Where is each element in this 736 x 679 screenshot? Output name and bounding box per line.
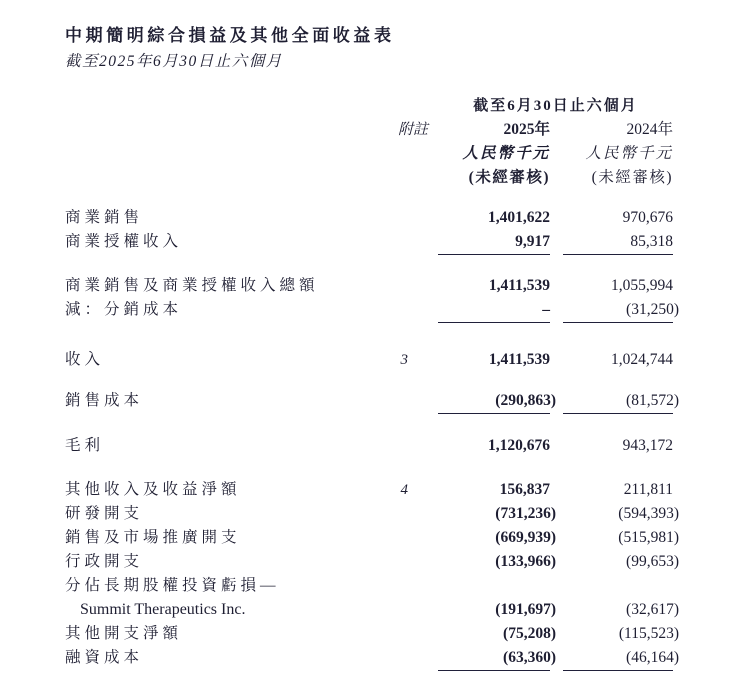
- header-row-currency: [65, 142, 673, 166]
- page-subtitle: 截至2025年6月30日止六個月: [65, 53, 283, 70]
- table-row-other-income-gains: [65, 478, 673, 502]
- row-label: 商業銷售: [65, 209, 144, 226]
- table-row-less-distribution-costs: [65, 298, 679, 322]
- row-label: 毛利: [65, 437, 105, 454]
- value-2025: (191,697): [495, 601, 556, 618]
- table-row-rd-expenses: [65, 502, 679, 526]
- row-label: 減：分銷成本: [65, 301, 183, 318]
- row-label: 商業授權收入: [65, 233, 183, 250]
- year-2024-header: 2024年: [626, 121, 673, 138]
- value-2024: 970,676: [622, 209, 673, 226]
- value-2025: 1,401,622: [488, 209, 550, 226]
- value-2025: 1,411,539: [488, 351, 550, 368]
- row-label: 收入: [65, 351, 105, 368]
- value-2025: (290,863): [438, 389, 550, 414]
- table-row-cost-of-sales: [65, 389, 679, 413]
- value-2024: 943,172: [622, 437, 673, 454]
- value-2024: 1,024,744: [611, 351, 673, 368]
- value-2024: (46,164): [563, 646, 673, 671]
- value-2024: (31,250): [563, 298, 673, 323]
- row-label: 融資成本: [65, 649, 144, 666]
- table-row-summit-therapeutics: [65, 598, 679, 622]
- value-2025: (75,208): [503, 625, 556, 642]
- value-2025-nil-dash: –: [438, 298, 550, 323]
- value-2025: 156,837: [499, 481, 550, 498]
- row-label: 其他開支淨額: [65, 625, 183, 642]
- value-2025: (63,360): [438, 646, 550, 671]
- value-2024: (115,523): [618, 625, 679, 642]
- audit-status-2025: (未經審核): [468, 169, 550, 186]
- table-row-revenue: [65, 348, 673, 372]
- value-2025: 9,917: [438, 230, 550, 255]
- year-2025-header: 2025年: [503, 121, 550, 138]
- row-label: 商業銷售及商業授權收入總額: [65, 277, 319, 294]
- value-2024: [563, 574, 673, 598]
- value-2024: (99,653): [626, 553, 679, 570]
- value-2025: [438, 574, 550, 598]
- table-row-commercial-sales: [65, 206, 673, 230]
- row-label: 銷售及市場推廣開支: [65, 529, 241, 546]
- value-2025: (731,236): [495, 505, 556, 522]
- header-row-years: [65, 118, 673, 142]
- table-row-total-sales-licensing: [65, 274, 673, 298]
- note-ref: 4: [400, 482, 408, 498]
- income-statement-table: [65, 94, 679, 670]
- currency-unit-2024: 人民幣千元: [585, 145, 673, 162]
- table-row-licensing-income: [65, 230, 673, 254]
- value-2024: (32,617): [626, 601, 679, 618]
- page-title: 中期簡明綜合損益及其他全面收益表: [65, 26, 395, 45]
- note-column-header: 附註: [397, 122, 428, 138]
- value-2024: 1,055,994: [611, 277, 673, 294]
- table-row-other-expenses-net: [65, 622, 679, 646]
- value-2025: 1,411,539: [488, 277, 550, 294]
- row-label: 其他收入及收益淨額: [65, 481, 241, 498]
- table-row-admin-expenses: [65, 550, 679, 574]
- period-column-header: 截至6月30日止六個月: [473, 98, 638, 114]
- row-label: 研發開支: [65, 505, 144, 522]
- audit-status-2024: (未經審核): [591, 169, 673, 186]
- row-label: 行政開支: [65, 553, 144, 570]
- value-2025: 1,120,676: [488, 437, 550, 454]
- value-2024: (515,981): [618, 529, 679, 546]
- table-row-selling-marketing-expenses: [65, 526, 679, 550]
- row-label: Summit Therapeutics Inc.: [80, 601, 246, 618]
- currency-unit-2025: 人民幣千元: [462, 145, 550, 162]
- table-row-share-of-loss-equity-investment: [65, 574, 673, 598]
- value-2024: (594,393): [618, 505, 679, 522]
- value-2025: (669,939): [495, 529, 556, 546]
- value-2024: 211,811: [623, 481, 673, 498]
- header-row-audit-status: [65, 166, 673, 190]
- value-2024: 85,318: [563, 230, 673, 255]
- value-2025: (133,966): [495, 553, 556, 570]
- row-label: 銷售成本: [65, 392, 144, 409]
- table-row-finance-costs: [65, 646, 679, 670]
- value-2024: (81,572): [563, 389, 673, 414]
- header-row-period: [65, 94, 673, 118]
- row-label: 分佔長期股權投資虧損—: [65, 577, 280, 594]
- note-ref: 3: [400, 352, 408, 368]
- table-row-gross-profit: [65, 434, 673, 458]
